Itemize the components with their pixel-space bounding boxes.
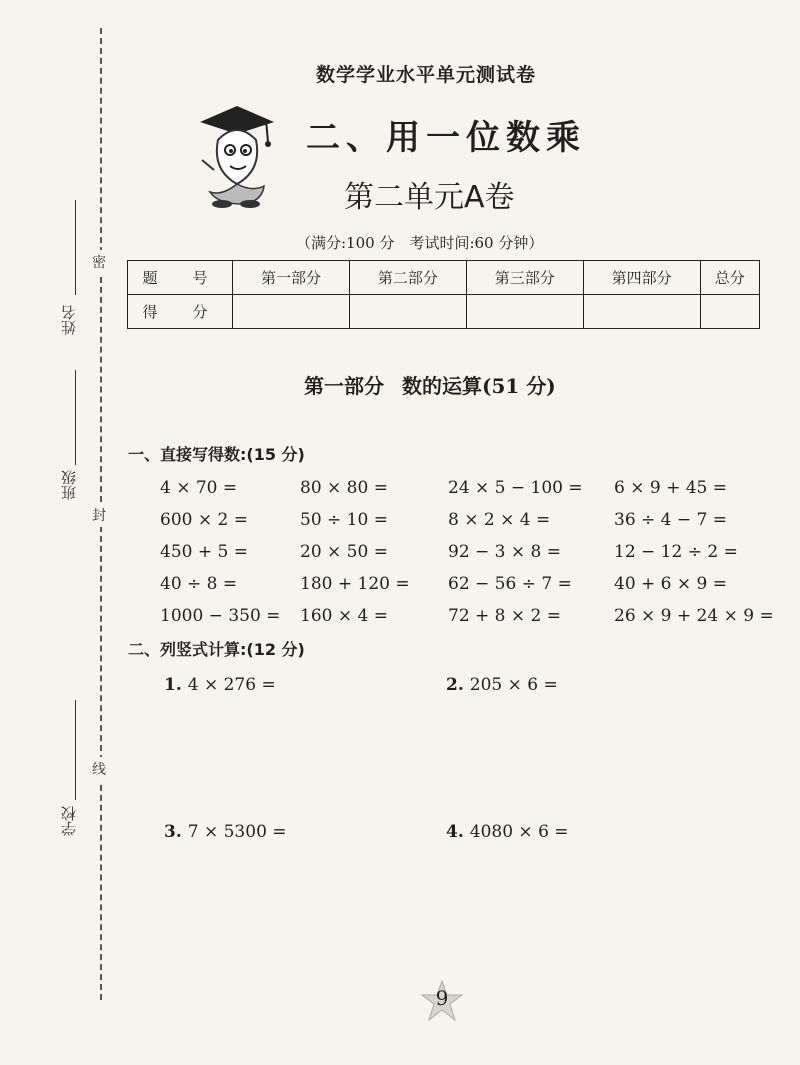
score-table-column: 第一部分 [233, 261, 350, 295]
score-cell[interactable] [233, 295, 350, 329]
math-problem: 1000 − 350 = [160, 606, 281, 626]
vertical-calc-item [164, 822, 287, 842]
math-problem: 12 − 12 ÷ 2 = [614, 542, 738, 562]
seal-char-mi: 密 [92, 250, 106, 274]
score-cell[interactable] [466, 295, 583, 329]
vertical-calc-item [446, 675, 558, 695]
seal-char-feng: 封 [92, 503, 106, 527]
math-problem: 8 × 2 × 4 = [448, 510, 551, 530]
score-cell[interactable] [700, 295, 759, 329]
score-table-column: 第四部分 [583, 261, 700, 295]
math-problem: 26 × 9 + 24 × 9 = [614, 606, 774, 626]
math-problem: 62 − 56 ÷ 7 = [448, 574, 572, 594]
math-problem: 92 − 3 × 8 = [448, 542, 562, 562]
item-expression: 4 × 276 = [187, 675, 276, 695]
name-blank-line [75, 200, 76, 295]
margin-label-school: 学校 [60, 806, 78, 836]
math-problem: 72 + 8 × 2 = [448, 606, 562, 626]
item-number: 4. [446, 822, 464, 842]
item-number: 1. [164, 675, 182, 695]
score-table-column: 第二部分 [349, 261, 466, 295]
school-blank-line [75, 700, 76, 800]
item-expression: 205 × 6 = [469, 675, 558, 695]
score-table-row-header: 题 号 [128, 261, 233, 295]
item-expression: 7 × 5300 = [187, 822, 287, 842]
item-expression: 4080 × 6 = [469, 822, 569, 842]
section1-heading: 一、直接写得数:(15 分) [128, 445, 305, 464]
score-table-header-row [128, 261, 760, 295]
unit-title: 二、用一位数乘 [306, 118, 586, 158]
part1-heading [304, 370, 556, 399]
math-problem: 450 + 5 = [160, 542, 248, 562]
series-title: 数学学业水平单元测试卷 [316, 64, 537, 86]
score-cell[interactable] [583, 295, 700, 329]
math-problem: 24 × 5 − 100 = [448, 478, 583, 498]
score-table-column: 第三部分 [466, 261, 583, 295]
score-table-column: 总分 [700, 261, 759, 295]
graduate-mascot-icon [192, 100, 282, 210]
math-problem: 50 ÷ 10 = [300, 510, 388, 530]
item-number: 2. [446, 675, 464, 695]
margin-label-class: 班级 [60, 470, 78, 500]
math-problem: 40 + 6 × 9 = [614, 574, 728, 594]
score-table-row-header: 得 分 [128, 295, 233, 329]
math-problem: 80 × 80 = [300, 478, 388, 498]
math-problem: 6 × 9 + 45 = [614, 478, 728, 498]
margin-label-name: 姓名 [60, 305, 78, 335]
math-problem: 40 ÷ 8 = [160, 574, 238, 594]
part1-subtitle: 数的运算(51 分) [402, 374, 556, 398]
score-cell[interactable] [349, 295, 466, 329]
vertical-calc-item [164, 675, 276, 695]
section2-heading: 二、列竖式计算:(12 分) [128, 640, 305, 659]
page-number: 9 [435, 986, 449, 1010]
seal-char-xian: 线 [92, 757, 106, 781]
item-number: 3. [164, 822, 182, 842]
math-problem: 600 × 2 = [160, 510, 248, 530]
math-problem: 160 × 4 = [300, 606, 388, 626]
paper-title: 第二单元A卷 [344, 180, 515, 215]
math-problem: 4 × 70 = [160, 478, 238, 498]
exam-info: （满分:100 分 考试时间:60 分钟） [296, 234, 544, 252]
math-problem: 36 ÷ 4 − 7 = [614, 510, 728, 530]
math-problem: 180 + 120 = [300, 574, 410, 594]
score-table [127, 260, 760, 329]
part1-title: 第一部分 [304, 374, 384, 398]
class-blank-line [75, 370, 76, 465]
vertical-calc-item [446, 822, 569, 842]
math-problem: 20 × 50 = [300, 542, 388, 562]
score-table-score-row [128, 295, 760, 329]
